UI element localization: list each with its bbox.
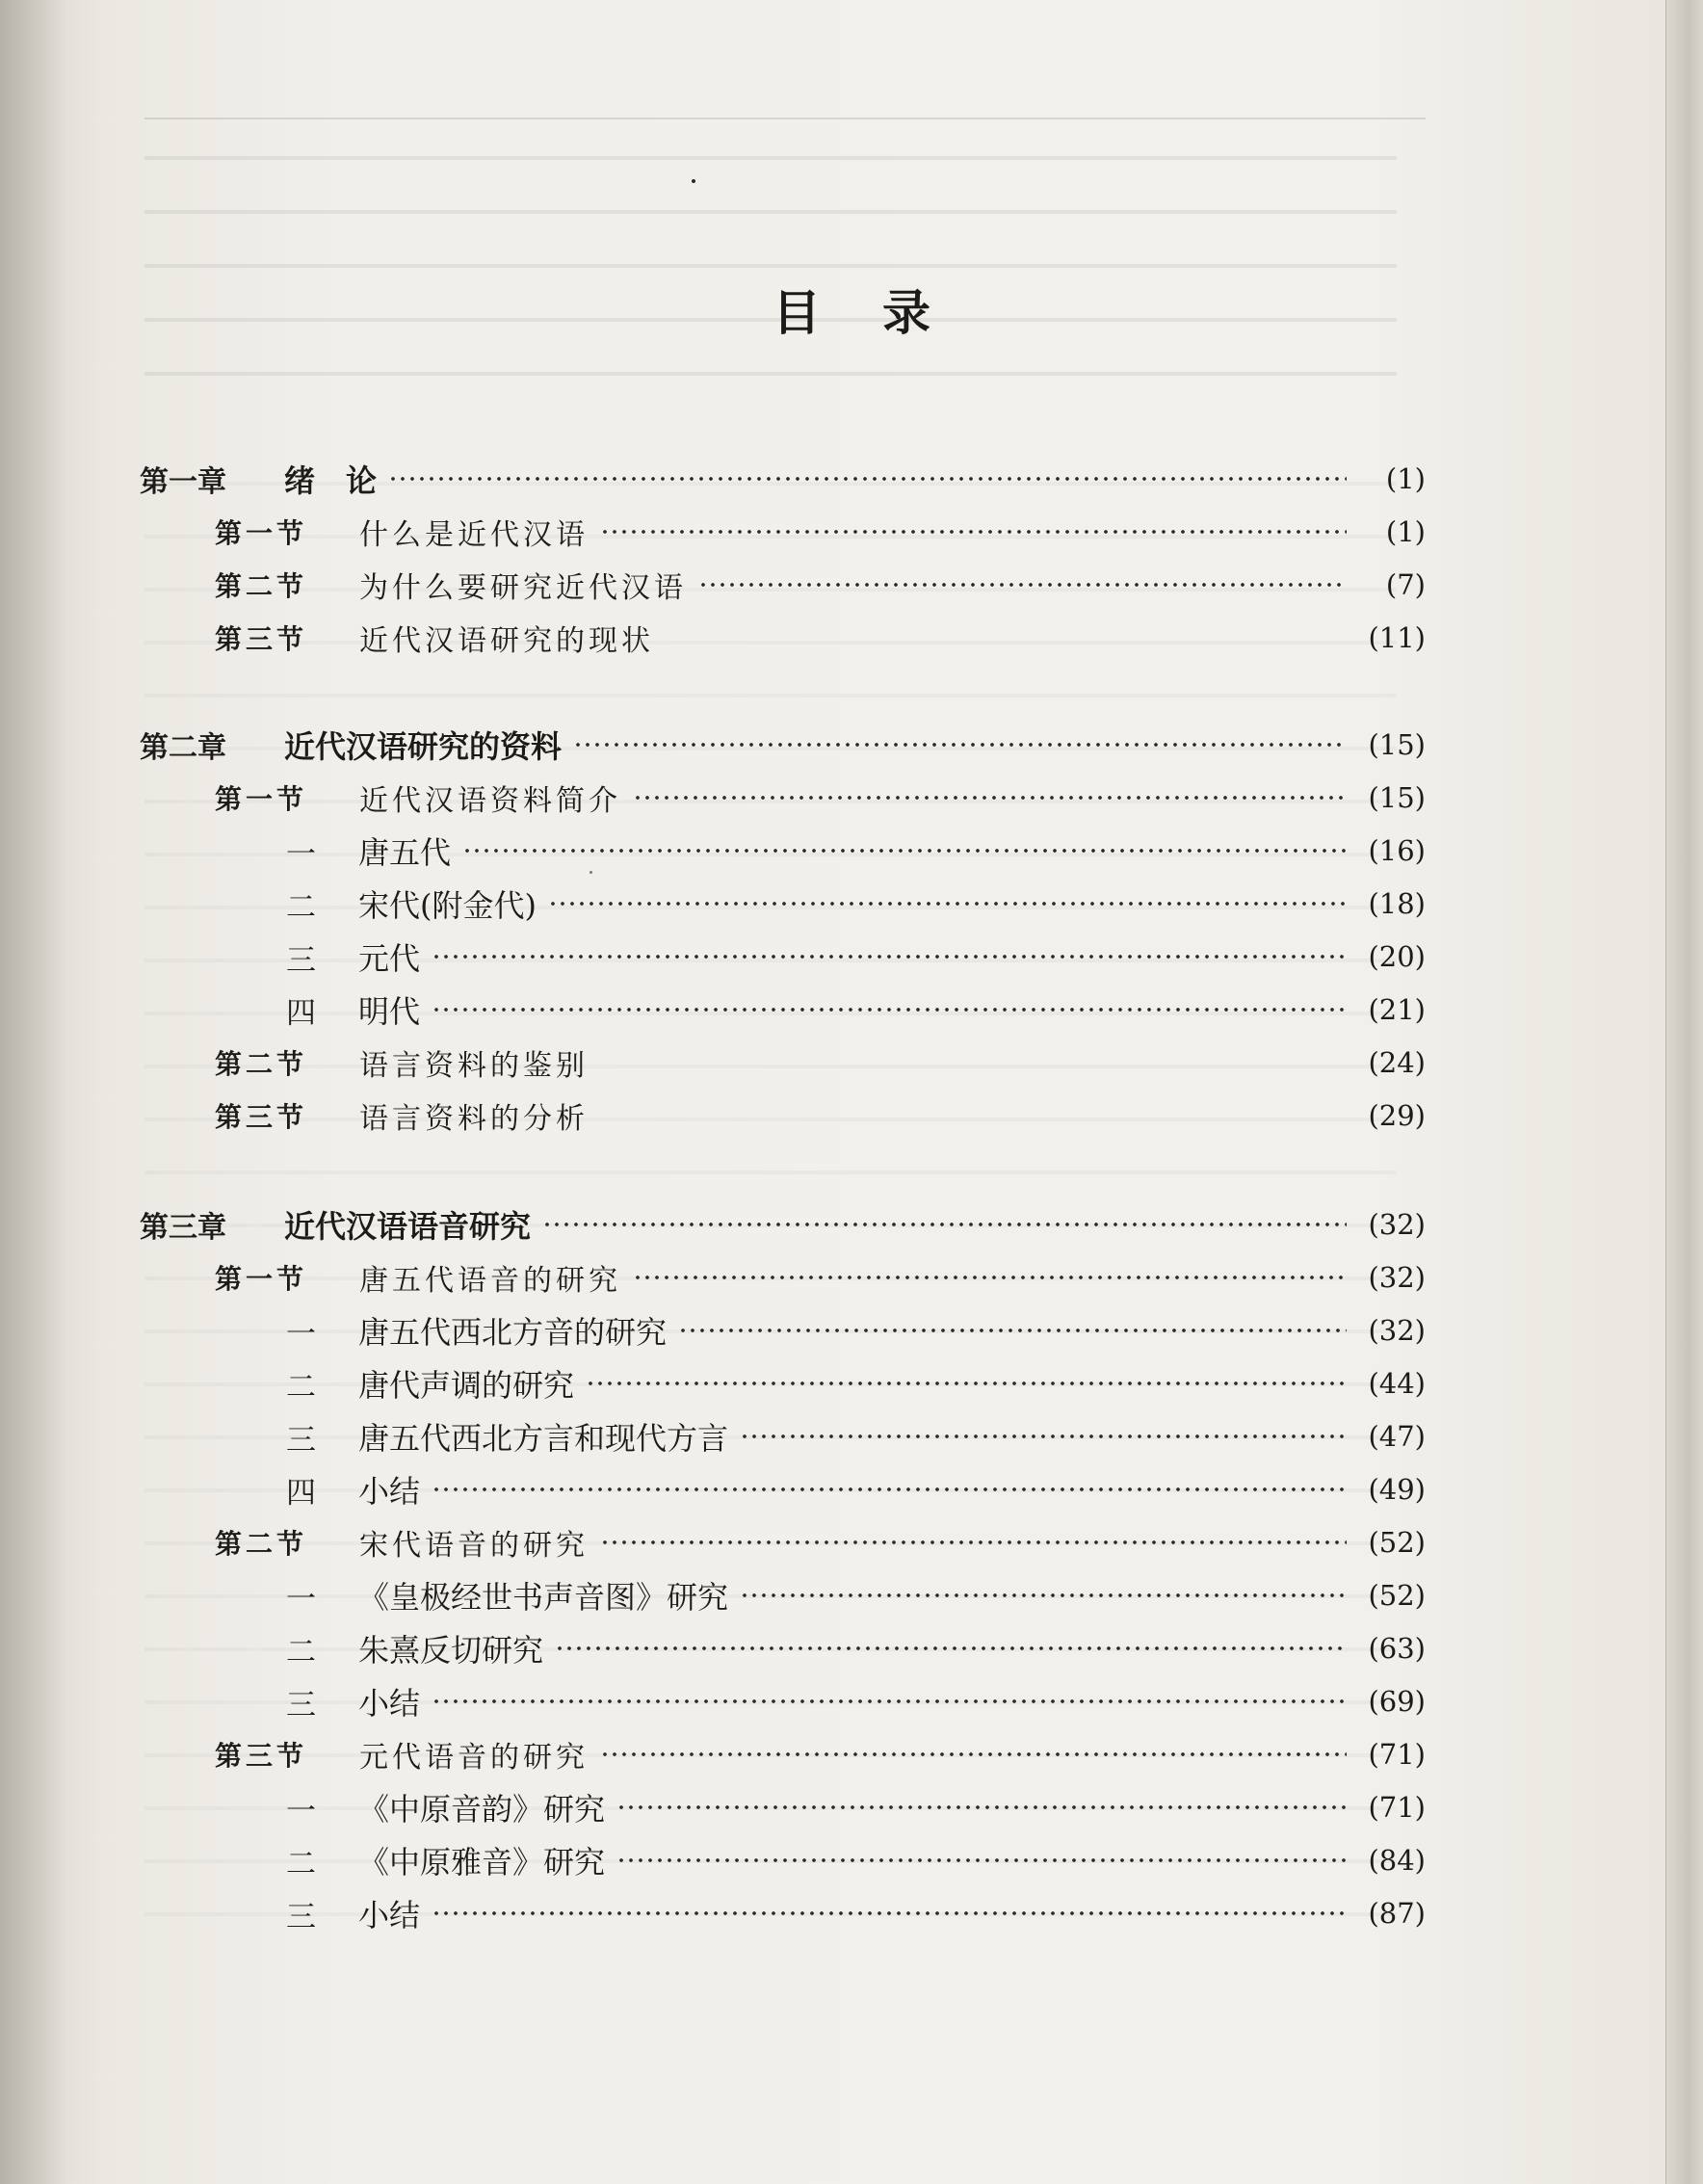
section-title: 语言资料的分析	[359, 1102, 589, 1136]
page-number: (71)	[1368, 1738, 1426, 1771]
page-number: (69)	[1368, 1685, 1426, 1718]
item-number: 三	[286, 1899, 316, 1934]
page-number: (21)	[1368, 993, 1426, 1026]
page-number: (16)	[1368, 834, 1426, 867]
chapter-number: 第二章	[140, 731, 226, 765]
toc-item-row[interactable]	[140, 986, 1426, 1034]
section-number: 第二节	[215, 1048, 308, 1080]
page-number: (32)	[1368, 1261, 1426, 1294]
toc-item-row[interactable]	[140, 827, 1426, 875]
chapter-title: 近代汉语研究的资料	[284, 728, 563, 765]
page-number: (24)	[1368, 1046, 1426, 1079]
dot-leader	[600, 515, 1347, 548]
page-number: (87)	[1368, 1897, 1426, 1930]
chapter-number: 第一章	[140, 465, 226, 499]
section-number: 第二节	[215, 570, 308, 602]
item-title: 《皇极经世书声音图》研究	[358, 1579, 729, 1616]
page-number: (20)	[1368, 940, 1426, 973]
page-number: (29)	[1368, 1099, 1426, 1132]
page-number: (47)	[1368, 1420, 1426, 1453]
chapter-title: 近代汉语语音研究	[284, 1208, 532, 1245]
page-number: (7)	[1385, 568, 1426, 601]
dot-leader	[432, 1897, 1347, 1930]
item-number: 三	[286, 1422, 316, 1458]
item-number: 一	[286, 1793, 316, 1829]
page-number: (11)	[1368, 621, 1426, 654]
section-title: 近代汉语资料简介	[359, 784, 621, 818]
item-title: 《中原音韵》研究	[358, 1791, 606, 1828]
item-title: 小结	[358, 1473, 421, 1510]
toc-section-row[interactable]	[140, 1253, 1426, 1302]
page-title-char-1: 目	[773, 284, 821, 341]
item-title: 元代	[358, 940, 421, 977]
section-number: 第一节	[215, 783, 308, 815]
toc-item-row[interactable]	[140, 1465, 1426, 1513]
toc-section-row[interactable]	[140, 614, 1426, 662]
item-title: 朱熹反切研究	[358, 1632, 544, 1669]
dot-leader	[388, 462, 1347, 495]
item-number: 二	[286, 889, 316, 925]
section-number: 第二节	[215, 1528, 308, 1560]
dot-leader	[698, 568, 1347, 601]
dot-leader	[616, 1791, 1347, 1824]
toc-item-row[interactable]	[140, 1306, 1426, 1355]
toc-item-row[interactable]	[140, 1836, 1426, 1884]
section-title: 语言资料的鉴别	[359, 1049, 589, 1083]
page-number: (71)	[1368, 1791, 1426, 1824]
section-number: 第一节	[215, 517, 308, 549]
reverse-side-bleed-through	[144, 135, 1397, 385]
dot-leader	[600, 1738, 1347, 1771]
toc-item-row[interactable]	[140, 1359, 1426, 1408]
page-number: (44)	[1368, 1367, 1426, 1400]
page-number: (63)	[1368, 1632, 1426, 1665]
item-number: 一	[286, 1581, 316, 1617]
page-number: (1)	[1385, 462, 1426, 495]
item-number: 二	[286, 1846, 316, 1881]
page-number: (1)	[1385, 515, 1426, 548]
page-number: (15)	[1368, 728, 1426, 761]
section-number: 第三节	[215, 1740, 308, 1772]
chapter-title: 绪 论	[284, 462, 378, 499]
item-title: 唐五代西北方音的研究	[358, 1314, 668, 1351]
item-title: 唐五代西北方言和现代方言	[358, 1420, 729, 1457]
toc-section-row[interactable]	[140, 508, 1426, 556]
page-number: (15)	[1368, 781, 1426, 814]
dot-leader	[740, 1420, 1347, 1453]
dot-leader	[633, 1261, 1347, 1294]
dot-leader	[586, 1367, 1347, 1400]
page-title	[0, 275, 1703, 344]
item-number: 四	[286, 995, 316, 1031]
section-title: 近代汉语研究的现状	[359, 624, 654, 658]
toc-item-row[interactable]	[140, 1889, 1426, 1937]
section-number: 第三节	[215, 623, 308, 655]
reverse-side-header-rule	[144, 118, 1426, 119]
dot-leader	[548, 887, 1347, 920]
item-title: 明代	[358, 993, 421, 1030]
toc-section-row[interactable]	[140, 1092, 1426, 1140]
toc-item-row[interactable]	[140, 1624, 1426, 1672]
item-title: 小结	[358, 1897, 421, 1934]
dot-leader	[432, 1685, 1347, 1718]
page-number: (84)	[1368, 1844, 1426, 1877]
dot-leader	[616, 1844, 1347, 1877]
toc-section-row[interactable]	[140, 774, 1426, 822]
dot-leader	[678, 1314, 1347, 1347]
toc-section-row[interactable]	[140, 1730, 1426, 1778]
toc-chapter-row[interactable]	[140, 721, 1426, 769]
page-number: (32)	[1368, 1314, 1426, 1347]
item-title: 《中原雅音》研究	[358, 1844, 606, 1881]
toc-item-row[interactable]	[140, 933, 1426, 981]
toc-item-row[interactable]	[140, 1571, 1426, 1619]
page-number: (52)	[1368, 1579, 1426, 1612]
page-number: (32)	[1368, 1208, 1426, 1241]
item-title: 宋代(附金代)	[358, 887, 537, 924]
toc-item-row[interactable]	[140, 1677, 1426, 1725]
page-title-char-2: 录	[882, 284, 930, 341]
section-title: 宋代语音的研究	[359, 1529, 589, 1563]
item-title: 唐代声调的研究	[358, 1367, 575, 1404]
dot-leader	[462, 834, 1347, 867]
toc-section-row[interactable]	[140, 1039, 1426, 1087]
toc-item-row[interactable]	[140, 880, 1426, 928]
dot-leader	[432, 993, 1347, 1026]
item-number: 四	[286, 1475, 316, 1511]
toc-chapter-row[interactable]	[140, 1200, 1426, 1249]
toc-item-row[interactable]	[140, 1412, 1426, 1460]
toc-item-row[interactable]	[140, 1783, 1426, 1831]
dot-leader	[542, 1208, 1347, 1241]
page-number: (52)	[1368, 1526, 1426, 1559]
item-number: 一	[286, 836, 316, 872]
item-number: 三	[286, 942, 316, 978]
item-number: 二	[286, 1369, 316, 1405]
chapter-number: 第三章	[140, 1211, 226, 1245]
dot-leader	[555, 1632, 1347, 1665]
dot-leader	[432, 940, 1347, 973]
item-number: 一	[286, 1316, 316, 1352]
toc-chapter-row[interactable]	[140, 455, 1426, 503]
section-title: 什么是近代汉语	[359, 518, 589, 552]
paper-speck	[692, 179, 695, 183]
item-number: 三	[286, 1687, 316, 1723]
item-number: 二	[286, 1634, 316, 1670]
section-title: 元代语音的研究	[359, 1741, 589, 1775]
dot-leader	[432, 1473, 1347, 1506]
item-title: 唐五代	[358, 834, 452, 871]
section-number: 第一节	[215, 1263, 308, 1295]
page-number: (18)	[1368, 887, 1426, 920]
item-title: 小结	[358, 1685, 421, 1722]
dot-leader	[740, 1579, 1347, 1612]
section-title: 为什么要研究近代汉语	[359, 571, 687, 605]
page-number: (49)	[1368, 1473, 1426, 1506]
section-title: 唐五代语音的研究	[359, 1264, 621, 1298]
toc-section-row[interactable]	[140, 561, 1426, 609]
dot-leader	[573, 728, 1347, 761]
section-number: 第三节	[215, 1101, 308, 1133]
toc-section-row[interactable]	[140, 1518, 1426, 1566]
dot-leader	[600, 1526, 1347, 1559]
paper-speck	[590, 871, 592, 874]
dot-leader	[633, 781, 1347, 814]
